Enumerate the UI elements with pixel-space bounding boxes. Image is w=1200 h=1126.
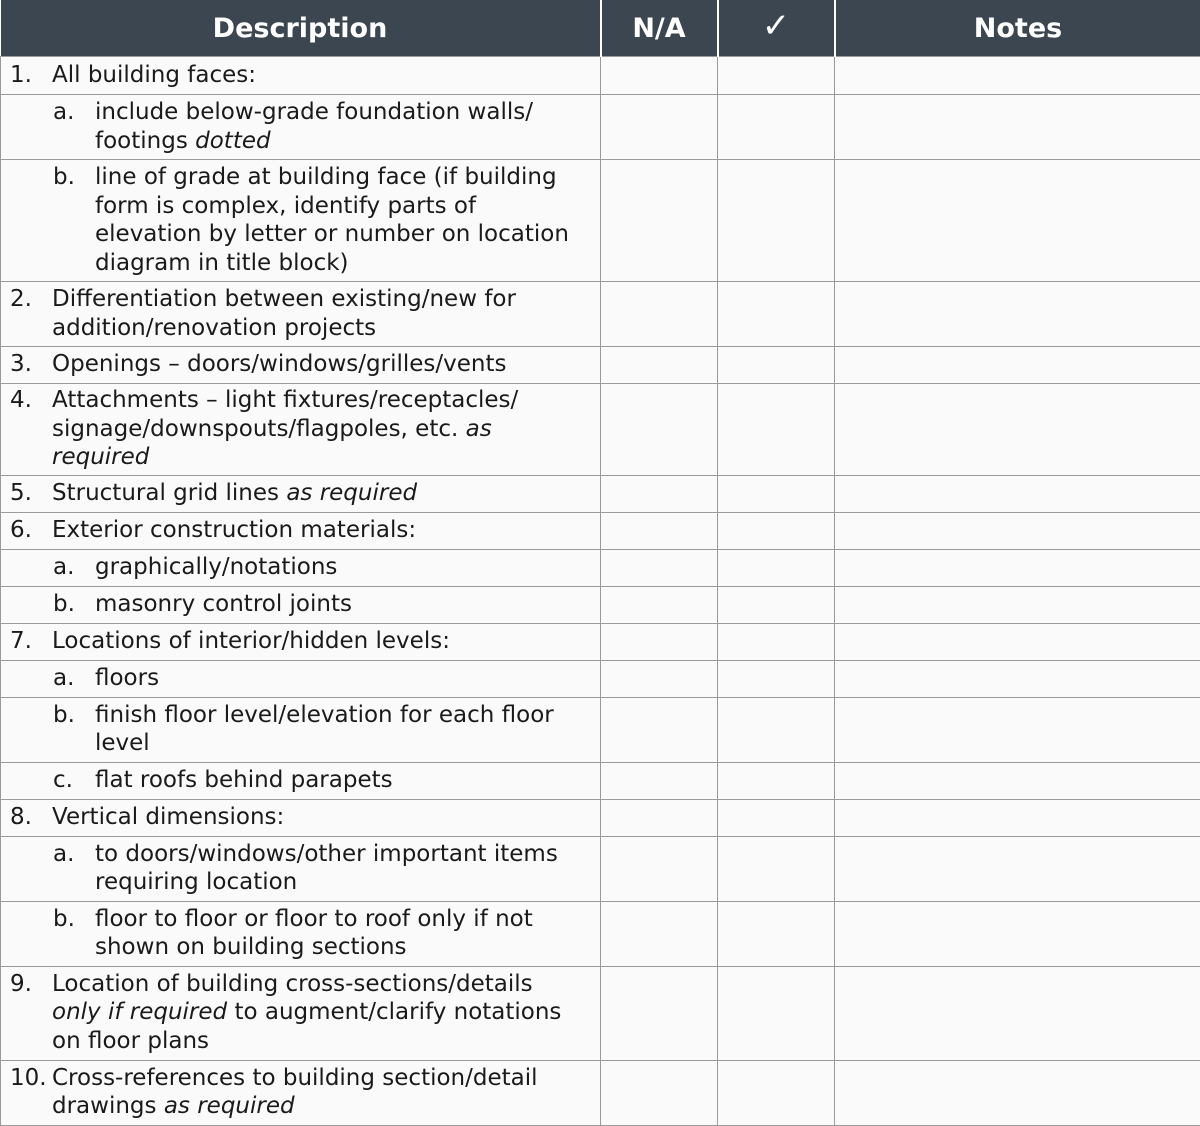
description-cell (1, 623, 601, 660)
header-check (718, 0, 835, 57)
item-text: Exterior construction materials: (52, 516, 586, 545)
table-row (1, 384, 1200, 476)
item-number: 1. (1, 61, 52, 90)
check-cell[interactable] (718, 475, 835, 512)
na-cell[interactable] (601, 549, 718, 586)
check-cell[interactable] (718, 762, 835, 799)
item-text: Structural grid lines as required (52, 479, 586, 508)
item-number: a. (1, 98, 95, 155)
description-cell (1, 347, 601, 384)
na-cell[interactable] (601, 512, 718, 549)
na-cell[interactable] (601, 836, 718, 901)
notes-cell[interactable] (835, 384, 1200, 476)
table-row (1, 623, 1200, 660)
table-row (1, 966, 1200, 1060)
notes-cell[interactable] (835, 95, 1200, 160)
header-notes: Notes (835, 0, 1200, 57)
item-number: a. (1, 553, 95, 582)
item-text: flat roofs behind parapets (95, 766, 586, 795)
item-number: 5. (1, 479, 52, 508)
item-text: Locations of interior/hidden levels: (52, 627, 586, 656)
item-number: b. (1, 701, 95, 758)
description-cell (1, 384, 601, 476)
item-number: b. (1, 590, 95, 619)
description-cell (1, 836, 601, 901)
header-row (1, 0, 1200, 57)
table-row (1, 836, 1200, 901)
item-text: finish floor level/elevation for each floor level (95, 701, 586, 758)
check-cell[interactable] (718, 1060, 835, 1125)
item-number: 2. (1, 285, 52, 342)
table-row (1, 549, 1200, 586)
check-cell[interactable] (718, 586, 835, 623)
description-cell (1, 660, 601, 697)
notes-cell[interactable] (835, 660, 1200, 697)
item-text: line of grade at building face (if building form is complex, identify parts of elevation by letter or number on location diagram in title block) (95, 163, 586, 277)
na-cell[interactable] (601, 95, 718, 160)
description-cell (1, 95, 601, 160)
description-cell (1, 966, 601, 1060)
item-number: b. (1, 163, 95, 277)
check-cell[interactable] (718, 836, 835, 901)
table-row (1, 95, 1200, 160)
description-cell (1, 697, 601, 762)
na-cell[interactable] (601, 799, 718, 836)
item-text: graphically/notations (95, 553, 586, 582)
table-row (1, 660, 1200, 697)
check-cell[interactable] (718, 623, 835, 660)
header-description: Description (1, 0, 601, 57)
description-cell (1, 475, 601, 512)
check-cell[interactable] (718, 512, 835, 549)
notes-cell[interactable] (835, 282, 1200, 347)
table-row (1, 799, 1200, 836)
check-cell[interactable] (718, 549, 835, 586)
item-text: masonry control joints (95, 590, 586, 619)
na-cell[interactable] (601, 966, 718, 1060)
check-cell[interactable] (718, 160, 835, 282)
description-cell (1, 901, 601, 966)
table-row (1, 347, 1200, 384)
description-cell (1, 799, 601, 836)
check-cell[interactable] (718, 384, 835, 476)
table-row (1, 160, 1200, 282)
item-text: Vertical dimensions: (52, 803, 586, 832)
item-text: Openings – doors/windows/grilles/vents (52, 350, 586, 379)
notes-cell[interactable] (835, 347, 1200, 384)
notes-cell[interactable] (835, 799, 1200, 836)
item-number: 9. (1, 970, 52, 1056)
notes-cell[interactable] (835, 966, 1200, 1060)
na-cell[interactable] (601, 347, 718, 384)
check-cell[interactable] (718, 901, 835, 966)
table-row (1, 282, 1200, 347)
item-number: 7. (1, 627, 52, 656)
item-text: Cross-references to building section/detail drawings as required (52, 1064, 586, 1121)
checkmark-icon: ✓ (762, 6, 791, 46)
item-text: Location of building cross-sections/details only if required to augment/clarify notations on floor plans (52, 970, 586, 1056)
check-cell[interactable] (718, 966, 835, 1060)
table-row (1, 697, 1200, 762)
check-cell[interactable] (718, 660, 835, 697)
item-text: include below-grade foundation walls/ footings dotted (95, 98, 586, 155)
na-cell[interactable] (601, 697, 718, 762)
notes-cell[interactable] (835, 586, 1200, 623)
item-number: 10. (1, 1064, 52, 1121)
check-cell[interactable] (718, 95, 835, 160)
notes-cell[interactable] (835, 512, 1200, 549)
notes-cell[interactable] (835, 160, 1200, 282)
check-cell[interactable] (718, 347, 835, 384)
notes-cell[interactable] (835, 475, 1200, 512)
table-row (1, 1060, 1200, 1125)
notes-cell[interactable] (835, 549, 1200, 586)
item-text: floors (95, 664, 586, 693)
notes-cell[interactable] (835, 623, 1200, 660)
item-number: b. (1, 905, 95, 962)
table-row (1, 901, 1200, 966)
description-cell (1, 1060, 601, 1125)
item-number: c. (1, 766, 95, 795)
check-cell[interactable] (718, 799, 835, 836)
table-row (1, 586, 1200, 623)
description-cell (1, 160, 601, 282)
description-cell (1, 549, 601, 586)
na-cell[interactable] (601, 901, 718, 966)
item-number: 8. (1, 803, 52, 832)
check-cell[interactable] (718, 282, 835, 347)
item-text: Differentiation between existing/new for addition/renovation projects (52, 285, 586, 342)
na-cell[interactable] (601, 282, 718, 347)
table-row (1, 57, 1200, 95)
na-cell[interactable] (601, 57, 718, 95)
na-cell[interactable] (601, 623, 718, 660)
header-na: N/A (601, 0, 718, 57)
item-number: 4. (1, 386, 52, 472)
item-number: a. (1, 840, 95, 897)
na-cell[interactable] (601, 160, 718, 282)
na-cell[interactable] (601, 762, 718, 799)
description-cell (1, 282, 601, 347)
item-text: All building faces: (52, 61, 586, 90)
na-cell[interactable] (601, 1060, 718, 1125)
item-text: Attachments – light fixtures/receptacles/ signage/downspouts/flagpoles, etc. as required (52, 386, 586, 472)
item-number: a. (1, 664, 95, 693)
notes-cell[interactable] (835, 836, 1200, 901)
item-number: 6. (1, 516, 52, 545)
description-cell (1, 586, 601, 623)
table-row (1, 475, 1200, 512)
table-row (1, 512, 1200, 549)
item-number: 3. (1, 350, 52, 379)
na-cell[interactable] (601, 660, 718, 697)
item-text: to doors/windows/other important items requiring location (95, 840, 586, 897)
check-cell[interactable] (718, 57, 835, 95)
check-cell[interactable] (718, 697, 835, 762)
na-cell[interactable] (601, 384, 718, 476)
notes-cell[interactable] (835, 697, 1200, 762)
notes-cell[interactable] (835, 57, 1200, 95)
notes-cell[interactable] (835, 901, 1200, 966)
description-cell (1, 512, 601, 549)
table-row (1, 762, 1200, 799)
description-cell (1, 762, 601, 799)
item-text: floor to floor or floor to roof only if not shown on building sections (95, 905, 586, 962)
na-cell[interactable] (601, 586, 718, 623)
notes-cell[interactable] (835, 1060, 1200, 1125)
description-cell (1, 57, 601, 95)
notes-cell[interactable] (835, 762, 1200, 799)
na-cell[interactable] (601, 475, 718, 512)
